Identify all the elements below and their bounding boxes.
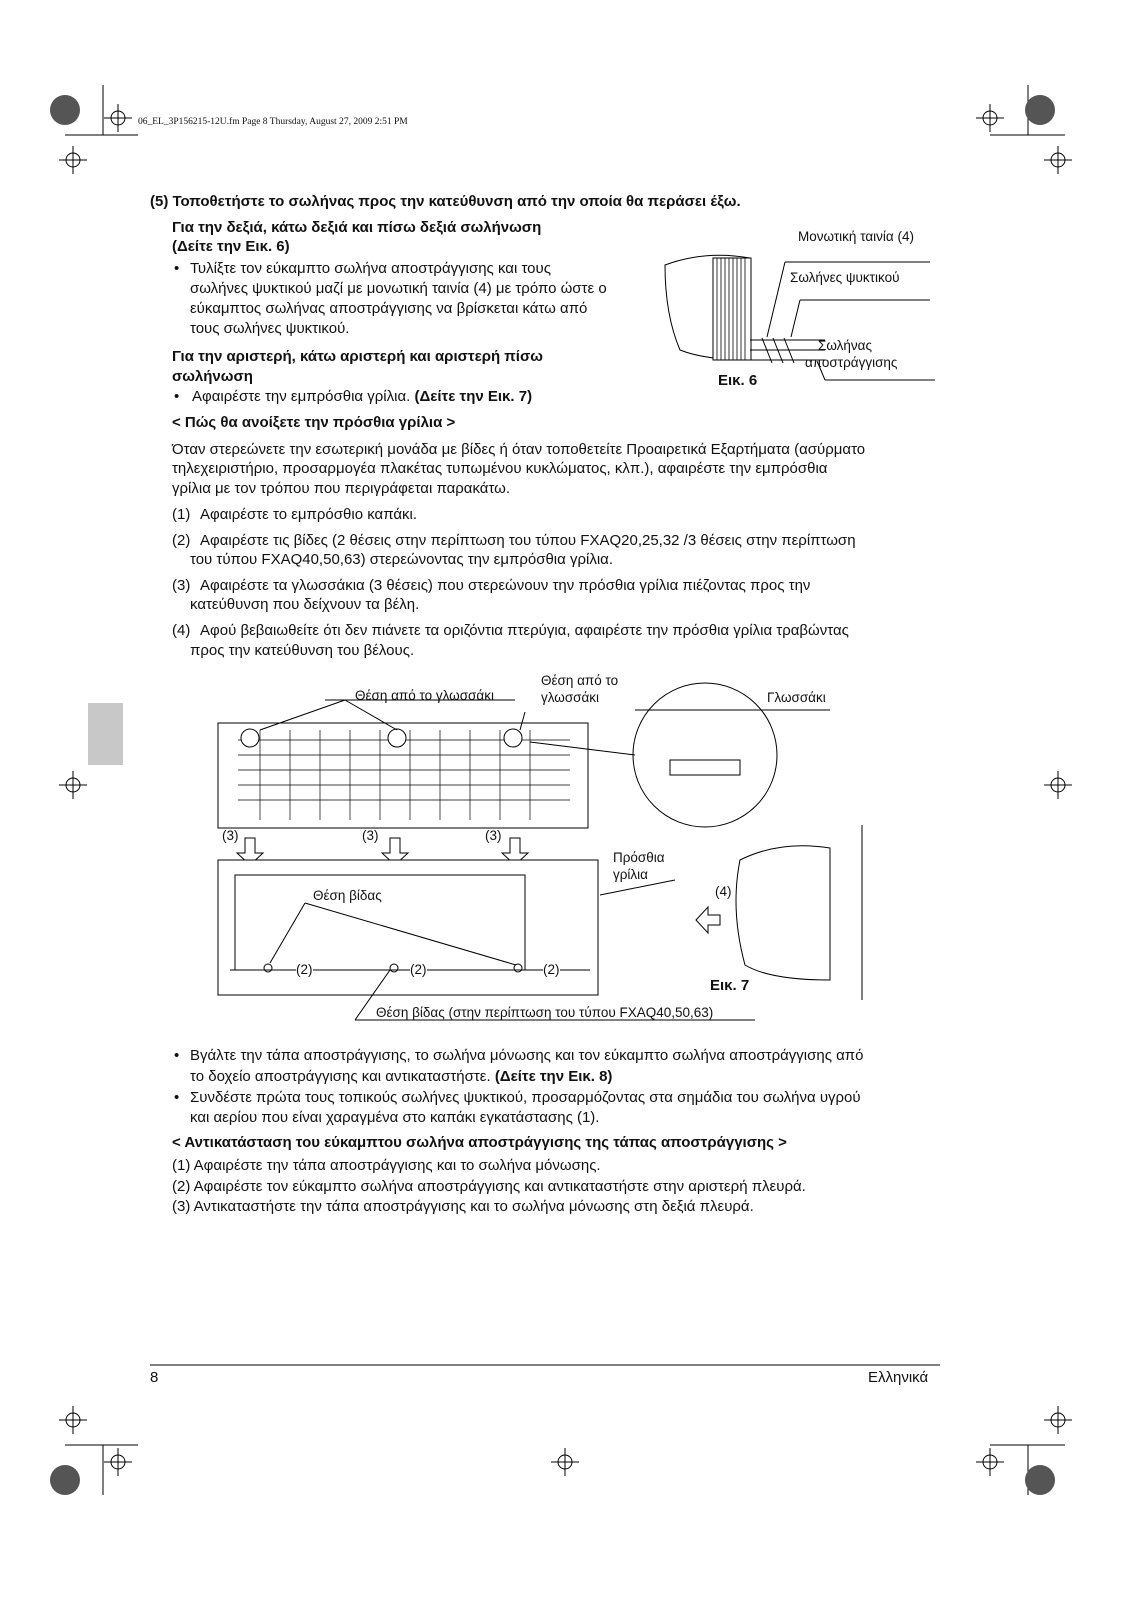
paragraph: γρίλια με τον τρόπου που περιγράφεται παρακάτω. [172,480,511,497]
step-num: (1) [172,506,191,523]
replace-step: (3) Αντικαταστήστε την τάπα αποστράγγισης και το σωλήνα μόνωσης στη δεξιά πλευρά. [172,1198,754,1215]
right-piping-title: Για την δεξιά, κάτω δεξιά και πίσω δεξιά σωλήνωση [172,219,542,236]
label-screw-position-fxaq40: Θέση βίδας (στην περίπτωση του τύπου FXAQ40,50,63) [376,1005,714,1020]
step-text: προς την κατεύθυνση του βέλους. [190,642,415,659]
paragraph: τηλεχειριστήριο, προσαρμογέα πλακέτας τυπωμένου κυκλώματος, κλπ.), αφαιρέστε την εμπρόσθια [172,460,828,477]
label-tab-position-2: Θέση από το [541,673,619,688]
bullet-text: Βγάλτε την τάπα αποστράγγισης, το σωλήνα μόνωσης και τον εύκαμπτο σωλήνα αποστράγγισης από [190,1047,864,1064]
figure-6-drawing [645,225,945,395]
step-num: (4) [172,622,191,639]
figure-7-caption: Εικ. 7 [710,977,750,994]
left-piping-title-2: σωλήνωση [172,368,253,385]
step-text: του τύπου FXAQ40,50,63) στερεώνοντας την εμπρόσθια γρίλια. [190,551,614,568]
footer-language: Ελληνικά [868,1369,929,1386]
label-insulation-tape: Μονωτική ταινία (4) [798,229,914,244]
label-refrigerant-pipes: Σωλήνες ψυκτικού [790,270,900,285]
step-5-heading: (5) Τοποθετήστε το σωλήνας προς την κατεύθυνση από την οποία θα περάσει έξω. [150,193,741,210]
label-3: (3) [222,828,239,843]
step-text: Αφαιρέστε το εμπρόσθιο καπάκι. [200,506,418,523]
label-2: (2) [296,962,313,977]
label-screw-position: Θέση βίδας [313,888,382,903]
label-front-grille: Πρόσθια [613,850,665,865]
open-grille-title: < Πώς θα ανοίξετε την πρόσθια γρίλια > [172,414,456,431]
bullet-text: Αφαιρέστε την εμπρόσθια γρίλια. [192,388,411,405]
label-2: (2) [410,962,427,977]
replace-step: (1) Αφαιρέστε την τάπα αποστράγγισης και το σωλήνα μόνωσης. [172,1157,601,1174]
file-header: 06_EL_3P156215-12U.fm Page 8 Thursday, August 27, 2009 2:51 PM [138,117,408,127]
label-3: (3) [485,828,502,843]
fig-ref: (Δείτε την Εικ. 7) [414,388,533,405]
page-number: 8 [150,1369,159,1386]
label-4: (4) [715,884,732,899]
bullet-text: τους σωλήνες ψυκτικού. [190,320,350,337]
right-piping-ref: (Δείτε την Εικ. 6) [172,238,290,255]
bullet-text: Τυλίξτε τον εύκαμπτο σωλήνα αποστράγγισης και τους [190,260,551,277]
manual-page: 06_EL_3P156215-12U.fm Page 8 Thursday, August 27, 2009 2:51 PM (5) Τοποθετήστε το σωλήνας προς την κατεύθυνση από την οποία θα περάσει έξω. Για την δεξιά, κάτω δεξιά και πίσω δεξιά σωλήνωση (Δείτε την Εικ. 6) • Τυλίξτε τον εύκαμπτο σωλήνα αποστράγγισης και τους σωλήνες ψυκτικού μαζί με μονωτική ταινία (4) με τρόπο ώστε ο εύκαμπτος σωλήνας αποστράγγισης να βρίσκεται κάτω από τους σωλήνες ψυκτικού. Για την αριστερή, κάτω αριστερή και αριστερή πίσω σωλήνωση • Αφαιρέστε την εμπρόσθια γρίλια. (Δείτε την Εικ. 7) < Πώς θα ανοίξετε την πρόσθια γρίλια > Όταν στερεώνετε την εσωτερική μονάδα με βίδες ή όταν τοποθετείτε Προαιρετικά Εξαρτήματα (ασύρματο τηλεχειριστήριο, προσαρμογέα πλακέτας τυπωμένου κυκλώματος, κλπ.), αφαιρέστε την εμπρόσθια γρίλια με τον τρόπου που περιγράφεται παρακάτω. (1) Αφαιρέστε το εμπρόσθιο καπάκι. (2) Αφαιρέστε τις βίδες (2 θέσεις στην περίπτωση του τύπου FXAQ20,25,32 /3 θέσεις στην περίπτωση του τύπου FXAQ40,50,63) στερεώνοντας την εμπρόσθια γρίλια. (3) Αφαιρέστε τα γλωσσάκια (3 θέσεις) που στερεώνουν την πρόσθια γρίλια πιέζοντας προς την κατεύθυνση που δείχνουν τα βέλη. (4) Αφού βεβαιωθείτε ότι δεν πιάνετε τα οριζόντια πτερύγια, αφαιρέστε την πρόσθια γρίλια τραβώντας προς την κατεύθυνση του βέλους. Μονωτική ταινία (4) Σωλήνες ψυκτικού Σωλήνας αποστράγγισης Εικ. 6 Θέση από το γλωσσάκι Θέση από το γλωσσάκι Γλωσσάκι (3) (3) (3) Πρόσθια γρίλια (4) Θέση βίδας (2) (2) (2) Εικ. 7 Θέση βίδας (στην περίπτωση του τύπου FXAQ40,50,63) • Βγάλτε την τάπα αποστράγγισης, το σωλήνα μόνωσης και τον εύκαμπτο σωλήνα αποστράγγισης από το δοχείο αποστράγγισης και αντικαταστήστε. (Δείτε την Εικ. 8) • Συνδέστε πρώτα τους τοπικούς σωλήνες ψυκτικού, προσαρμόζοντας στα σημάδια του σωλήνα υγρού και αερίου που είναι χαραγμένα στο καπάκι εγκατάστασης (1). < Αντικατάσταση του εύκαμπτου σωλήνα αποστράγγισης της τάπας αποστράγγισης > (1) Αφαιρέστε την τάπα αποστράγγισης και το σωλήνα μόνωσης. (2) Αφαιρέστε τον εύκαμπτο σωλήνα αποστράγγισης και αντικαταστήστε στην αριστερή πλευρά. (3) Αντικαταστήστε την τάπα αποστράγγισης και το σωλήνα μόνωσης στη δεξιά πλευρά. 8 Ελληνικά [0,0,1131,1600]
bullet-text: σωλήνες ψυκτικού μαζί με μονωτική ταινία (4) με τρόπο ώστε ο [190,280,607,297]
bullet-text: και αερίου που είναι χαραγμένα στο καπάκι εγκατάστασης (1). [190,1109,600,1126]
step-text: Αφαιρέστε τα γλωσσάκια (3 θέσεις) που στερεώνουν την πρόσθια γρίλια πιέζοντας προς την [200,577,811,594]
label-2: (2) [543,962,560,977]
bullet-text: το δοχείο αποστράγγισης και αντικαταστήστε. [190,1068,491,1085]
replace-drain-title: < Αντικατάσταση του εύκαμπτου σωλήνα αποστράγγισης της τάπας αποστράγγισης > [172,1134,787,1151]
step-num: (3) [172,577,191,594]
step-text: κατεύθυνση που δείχνουν τα βέλη. [190,596,420,613]
bullet-text: εύκαμπτος σωλήνας αποστράγγισης να βρίσκεται κάτω από [190,300,588,317]
step-text: Αφού βεβαιωθείτε ότι δεν πιάνετε τα οριζόντια πτερύγια, αφαιρέστε την πρόσθια γρίλια τραβώντας [200,622,849,639]
bullet-text: Συνδέστε πρώτα τους τοπικούς σωλήνες ψυκτικού, προσαρμόζοντας στα σημάδια του σωλήνα υγρού [190,1089,861,1106]
label-tab: Γλωσσάκι [767,690,826,705]
step-text: Αφαιρέστε τις βίδες (2 θέσεις στην περίπτωση του τύπου FXAQ20,25,32 /3 θέσεις στην περίπτωση [200,532,856,549]
fig-ref: (Δείτε την Εικ. 8) [494,1068,613,1085]
left-piping-title: Για την αριστερή, κάτω αριστερή και αριστερή πίσω [172,348,543,365]
label-tab-position: Θέση από το γλωσσάκι [355,688,494,703]
figure-6-caption: Εικ. 6 [718,372,758,389]
label-tab-position-2b: γλωσσάκι [541,690,600,705]
label-front-grille-2: γρίλια [613,867,648,882]
step-num: (2) [172,532,191,549]
paragraph: Όταν στερεώνετε την εσωτερική μονάδα με βίδες ή όταν τοποθετείτε Προαιρετικά Εξαρτήματα (ασύρματο [172,441,866,458]
label-drain-hose: Σωλήνας [818,338,872,353]
label-3: (3) [362,828,379,843]
label-drain-hose-2: αποστράγγισης [805,355,898,370]
chapter-tab [88,703,123,765]
replace-step: (2) Αφαιρέστε τον εύκαμπτο σωλήνα αποστράγγισης και αντικαταστήστε στην αριστερή πλευρά. [172,1178,806,1195]
